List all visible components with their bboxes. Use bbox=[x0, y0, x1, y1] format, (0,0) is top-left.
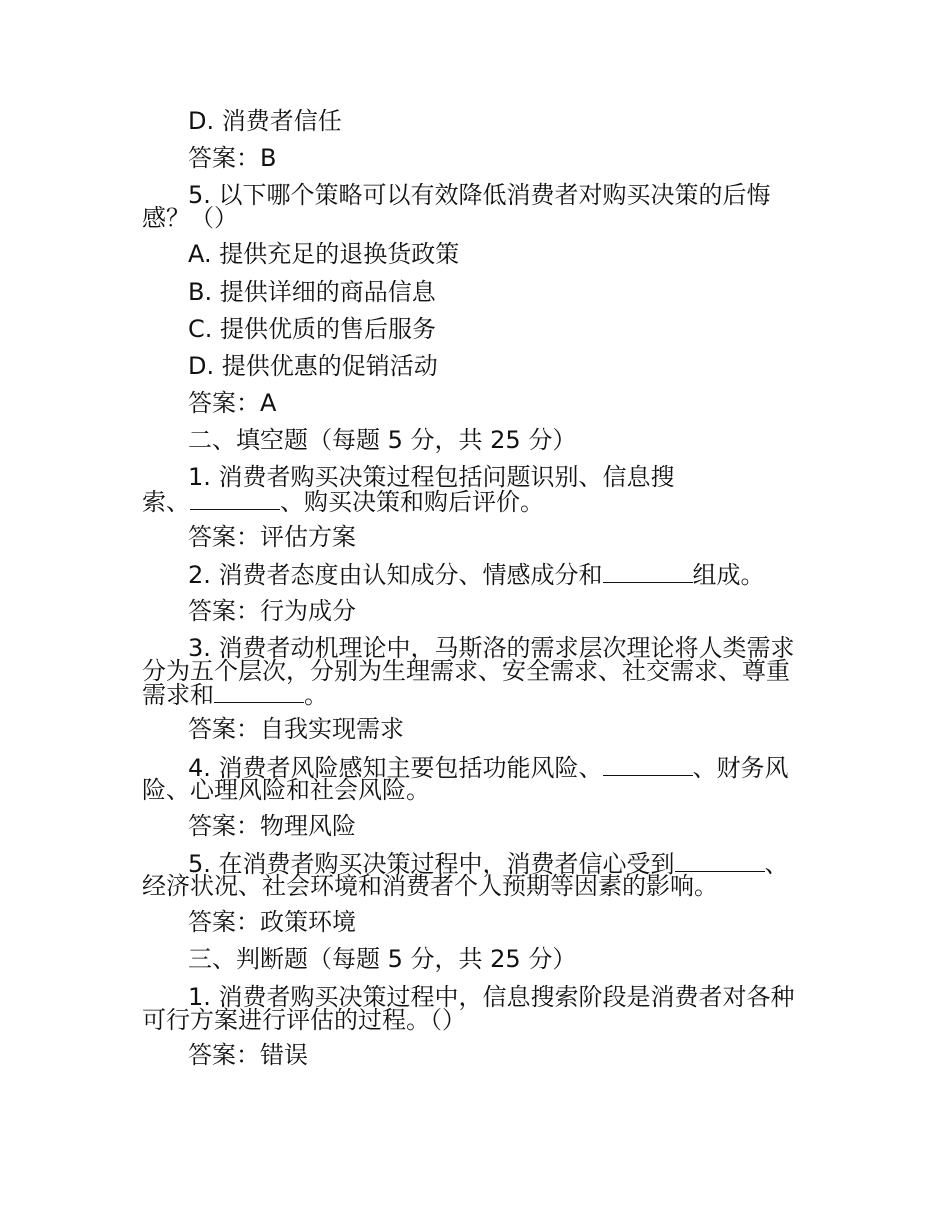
fill-q5-text-post: 、 bbox=[764, 850, 789, 878]
q5-option-c: C. 提供优质的售后服务 bbox=[188, 315, 437, 343]
fill-q3-text-pre: 需求和 bbox=[142, 681, 214, 709]
fill-q2-text-post: 组成。 bbox=[692, 561, 765, 589]
fill-q2-line1 bbox=[188, 562, 765, 587]
fill-q5-blank bbox=[675, 851, 765, 872]
q5-option-b: B. 提供详细的商品信息 bbox=[188, 278, 436, 306]
fill-q5-text-pre: 5. 在消费者购买决策过程中，消费者信心受到 bbox=[188, 850, 675, 878]
fill-q5-answer: 答案：政策环境 bbox=[188, 908, 356, 936]
fill-q1-answer: 答案：评估方案 bbox=[188, 523, 356, 551]
q5-answer: 答案：A bbox=[188, 389, 277, 417]
fill-q1-blank bbox=[190, 489, 280, 510]
fill-q3-line3 bbox=[142, 682, 328, 707]
judge-section-heading: 三、判断题（每题 5 分，共 25 分） bbox=[188, 945, 577, 973]
fill-q3-line1: 3. 消费者动机理论中，马斯洛的需求层次理论将人类需求 bbox=[188, 634, 795, 662]
q5-stem-line2: 感？（） bbox=[142, 204, 238, 232]
q5-option-a: A. 提供充足的退换货政策 bbox=[188, 240, 460, 268]
q5-stem-line1: 5. 以下哪个策略可以有效降低消费者对购买决策的后悔 bbox=[188, 181, 771, 209]
judge-q1-line2: 可行方案进行评估的过程。（） bbox=[142, 1006, 466, 1034]
fill-q3-blank bbox=[214, 682, 304, 703]
fill-q2-blank bbox=[603, 562, 693, 583]
q4-option-d: D. 消费者信任 bbox=[188, 107, 342, 135]
fill-q1-text-post: 、购买决策和购后评价。 bbox=[280, 488, 544, 516]
q5-option-d: D. 提供优惠的促销活动 bbox=[188, 352, 438, 380]
fill-q4-line2: 险、心理风险和社会风险。 bbox=[142, 776, 430, 804]
fill-q3-answer: 答案：自我实现需求 bbox=[188, 715, 404, 743]
fill-q1-line1: 1. 消费者购买决策过程包括问题识别、信息搜 bbox=[188, 463, 675, 491]
fill-q2-text-pre: 2. 消费者态度由认知成分、情感成分和 bbox=[188, 561, 603, 589]
fill-q1-line2 bbox=[142, 489, 544, 514]
fill-q3-line2: 分为五个层次，分别为生理需求、安全需求、社交需求、尊重 bbox=[142, 657, 790, 685]
judge-q1-answer: 答案：错误 bbox=[188, 1041, 308, 1069]
fill-q4-text-post: 、财务风 bbox=[692, 754, 789, 782]
judge-q1-line1: 1. 消费者购买决策过程中，信息搜索阶段是消费者对各种 bbox=[188, 983, 795, 1011]
fill-section-heading: 二、填空题（每题 5 分，共 25 分） bbox=[188, 426, 577, 454]
fill-q2-answer: 答案：行为成分 bbox=[188, 597, 356, 625]
q4-answer: 答案：B bbox=[188, 144, 277, 172]
fill-q5-line2: 经济状况、社会环境和消费者个人预期等因素的影响。 bbox=[142, 872, 718, 900]
fill-q3-text-post: 。 bbox=[304, 681, 328, 709]
fill-q4-answer: 答案：物理风险 bbox=[188, 812, 356, 840]
fill-q4-text-pre: 4. 消费者风险感知主要包括功能风险、 bbox=[188, 754, 603, 782]
fill-q1-text-pre: 索、 bbox=[142, 488, 190, 516]
fill-q4-blank bbox=[603, 755, 693, 776]
